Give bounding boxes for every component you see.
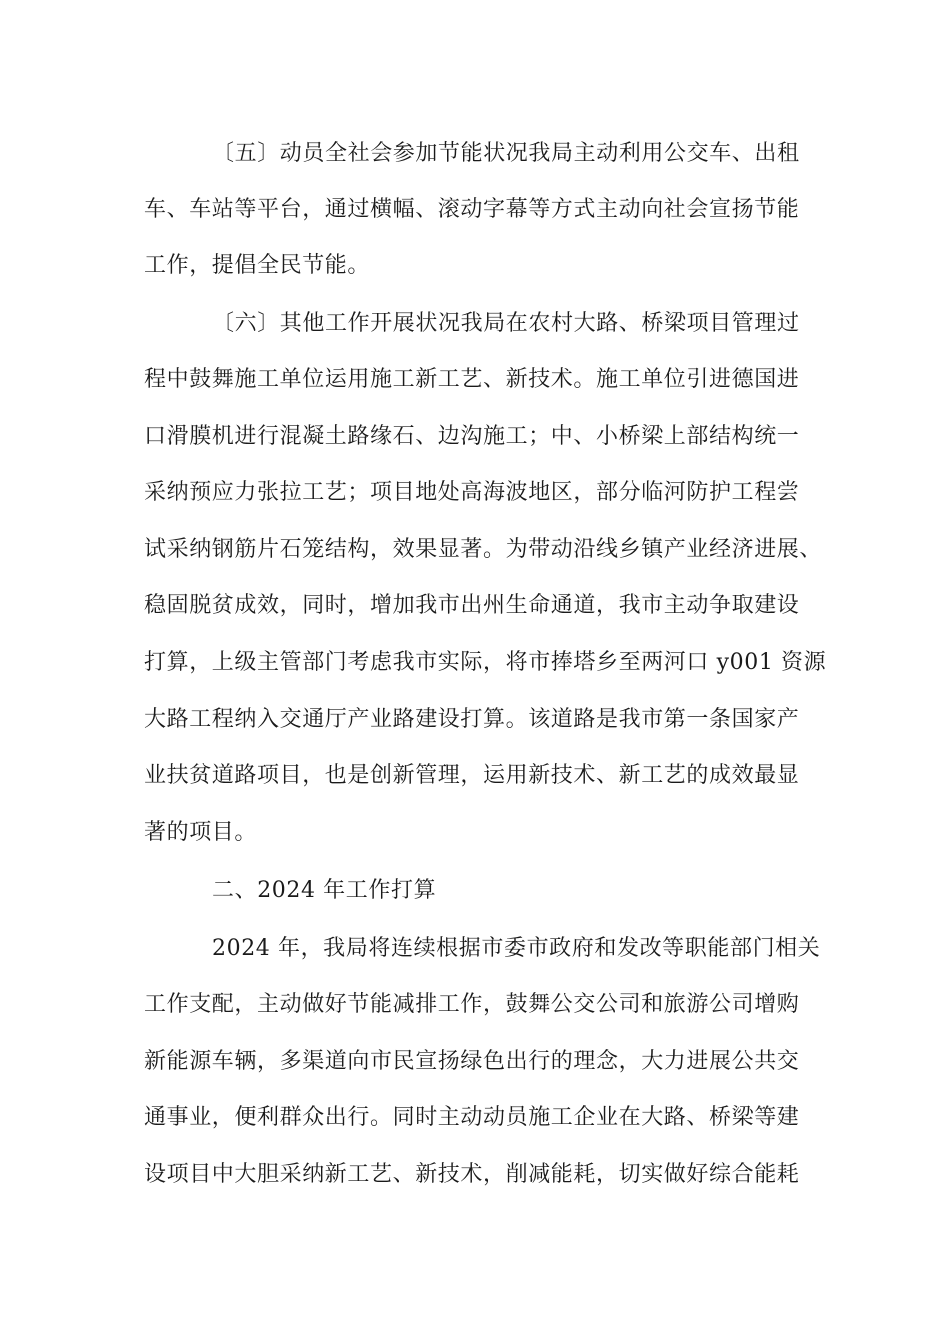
paragraph-6-line-3: 口滑膜机进行混凝土路缘石、边沟施工；中、小桥梁上部结构统一 xyxy=(144,424,800,449)
paragraph-6-line-1: 〔六〕其他工作开展状况我局在农村大路、桥梁项目管理过 xyxy=(212,311,800,336)
paragraph-5-line-2: 车、车站等平台，通过横幅、滚动字幕等方式主动向社会宣扬节能 xyxy=(144,197,800,222)
paragraph-2024-line-2: 工作支配，主动做好节能减排工作，鼓舞公交公司和旅游公司增购 xyxy=(144,992,800,1017)
paragraph-6-line-6: 稳固脱贫成效，同时，增加我市出州生命通道，我市主动争取建设 xyxy=(144,593,800,618)
paragraph-2024-line-5: 设项目中大胆采纳新工艺、新技术，削减能耗，切实做好综合能耗 xyxy=(144,1162,800,1187)
paragraph-6-line-5: 试采纳钢筋片石笼结构，效果显著。为带动沿线乡镇产业经济进展、 xyxy=(144,537,823,562)
paragraph-5-line-3: 工作，提倡全民节能。 xyxy=(144,253,371,278)
paragraph-2024-line-4: 通事业，便利群众出行。同时主动动员施工企业在大路、桥梁等建 xyxy=(144,1105,800,1130)
paragraph-6-line-9: 业扶贫道路项目，也是创新管理，运用新技术、新工艺的成效最显 xyxy=(144,763,800,788)
paragraph-6-line-2: 程中鼓舞施工单位运用施工新工艺、新技术。施工单位引进德国进 xyxy=(144,367,800,392)
paragraph-2024-line-3: 新能源车辆，多渠道向市民宣扬绿色出行的理念，大力进展公共交 xyxy=(144,1049,800,1074)
paragraph-6-line-10: 著的项目。 xyxy=(144,820,258,845)
paragraph-2024-line-1: 2024 年，我局将连续根据市委市政府和发改等职能部门相关 xyxy=(212,936,821,961)
paragraph-6-line-4: 采纳预应力张拉工艺；项目地处高海波地区，部分临河防护工程尝 xyxy=(144,480,800,505)
paragraph-5-line-1: 〔五〕动员全社会参加节能状况我局主动利用公交车、出租 xyxy=(212,141,800,166)
section-heading: 二、2024 年工作打算 xyxy=(212,878,437,903)
paragraph-6-line-7: 打算，上级主管部门考虑我市实际，将市捧塔乡至两河口 y001 资源 xyxy=(144,650,827,675)
paragraph-6-line-8: 大路工程纳入交通厅产业路建设打算。该道路是我市第一条国家产 xyxy=(144,707,800,732)
